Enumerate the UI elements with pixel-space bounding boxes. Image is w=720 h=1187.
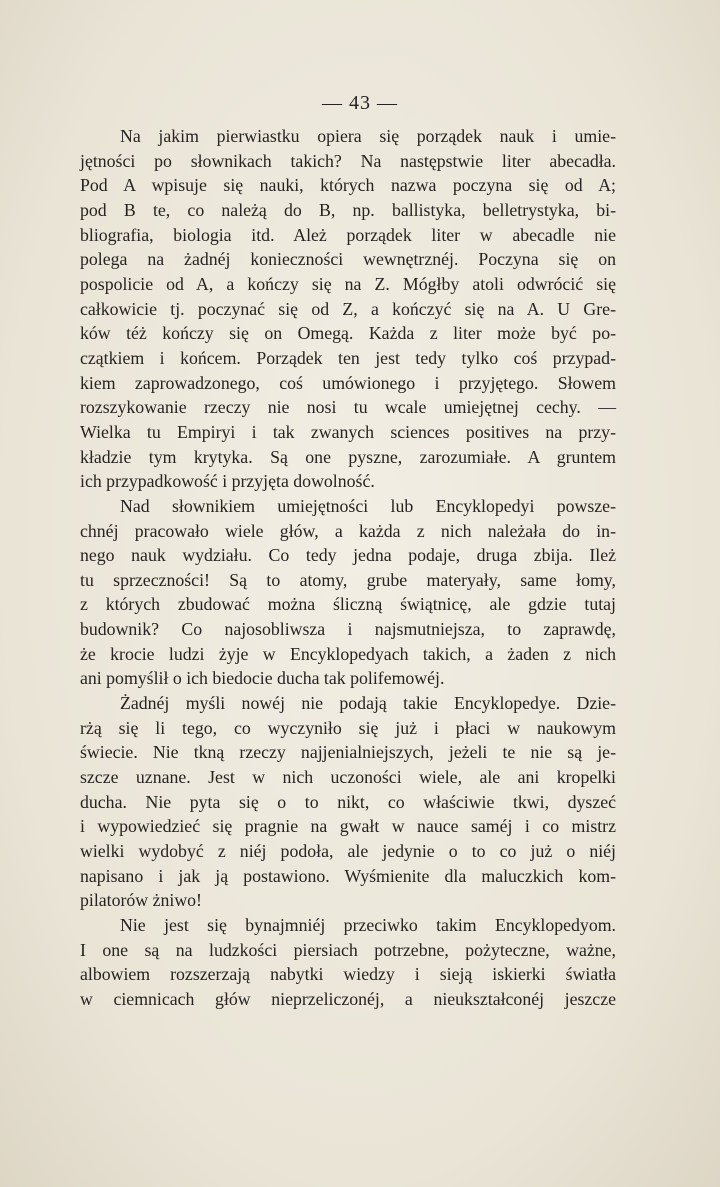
text-line: pod B te, co należą do B, np. ballistyka, belletrystyka, bi- — [80, 199, 616, 220]
text-line: rozszykowanie rzeczy nie nosi tu wcale umiejętnej cechy. — — [80, 397, 616, 418]
text-line: Na jakim pierwiastku opiera się porządek nauk i umie- — [120, 126, 616, 146]
text-line: chnéj pracowało wiele głów, a każda z nich należała do in- — [80, 520, 616, 541]
text-line: kładzie tym krytyka. Są one pyszne, zarozumiałe. A gruntem — [80, 446, 616, 467]
text-line: wielki wydobyć z niéj podoła, ale jedynie o to co już o niéj — [80, 841, 616, 862]
text-line: Pod A wpisuje się nauki, których nazwa poczyna się od A; — [80, 175, 616, 196]
text-line: Żadnéj myśli nowéj nie podają takie Encyklopedye. Dzie- — [120, 693, 616, 714]
text-line: ani pomyślił o ich biedocie ducha tak polifemowéj. — [80, 668, 445, 689]
text-line: ducha. Nie pyta się o to nikt, co właściwie tkwi, dyszeć — [80, 791, 616, 812]
text-line: Wielka tu Empiryi i tak zwanych sciences positives na przy- — [80, 421, 616, 442]
text-line: rżą się li tego, co wyczyniło się już i płaci w naukowym — [80, 717, 616, 738]
text-line: całkowicie tj. poczynać się od Z, a kończyć się na A. U Gre- — [80, 298, 616, 319]
text-line: ich przypadkowość i przyjęta dowolność. — [80, 471, 375, 492]
text-line: jętności po słownikach takich? Na następstwie liter abecadła. — [80, 150, 616, 171]
text-line: kiem zaprowadzonego, coś umówionego i przyjętego. Słowem — [80, 372, 616, 393]
text-line: napisano i jak ją postawiono. Wyśmienite dla maluczkich kom- — [80, 865, 616, 886]
text-line: ków téż kończy się on Omegą. Każda z liter może być po- — [80, 323, 616, 344]
text-line: pospolicie od A, a kończy się na Z. Mógłby atoli odwrócić się — [80, 273, 616, 294]
text-line: i wypowiedzieć się pragnie na gwałt w nauce saméj i co mistrz — [80, 816, 616, 837]
text-line: bliografia, biologia itd. Ależ porządek liter w abecadle nie — [80, 224, 616, 245]
text-line: budownik? Co najosobliwsza i najsmutniejsza, to zaprawdę, — [80, 619, 616, 640]
text-line: pilatorów żniwo! — [80, 890, 202, 911]
body-text — [80, 124, 616, 1012]
page-number: — 43 — — [322, 92, 398, 114]
text-line: szcze uznane. Jest w nich uczoności wiele, ale ani kropelki — [80, 767, 616, 788]
text-line: nego nauk wydziału. Co tedy jedna podaje, druga zbija. Ileż — [80, 545, 616, 566]
text-line: Nad słownikiem umiejętności lub Encyklopedyi powsze- — [120, 495, 616, 516]
text-line: Nie jest się bynajmniéj przeciwko takim Encyklopedyom. — [120, 915, 616, 935]
text-line: polega na żadnéj konieczności wewnętrznéj. Poczyna się on — [80, 249, 616, 270]
text-line: tu sprzeczności! Są to atomy, grube materyały, same łomy, — [80, 569, 616, 590]
text-line: w ciemnicach głów nieprzeliczonéj, a nieukształconéj jeszcze — [80, 988, 616, 1009]
text-line: albowiem rozszerzają nabytki wiedzy i sieją iskierki światła — [80, 964, 616, 985]
text-line: że krocie ludzi żyje w Encyklopedyach takich, a żaden z nich — [80, 643, 616, 664]
text-line: świecie. Nie tkną rzeczy najjenialniejszych, jeżeli te nie są je- — [80, 742, 616, 763]
text-line: I one są na ludzkości piersiach potrzebne, pożyteczne, ważne, — [80, 939, 616, 960]
text-line: czątkiem i końcem. Porządek ten jest tedy tylko coś przypad- — [80, 347, 616, 368]
text-line: z których zbudować można śliczną świątnicę, ale gdzie tutaj — [80, 594, 616, 615]
